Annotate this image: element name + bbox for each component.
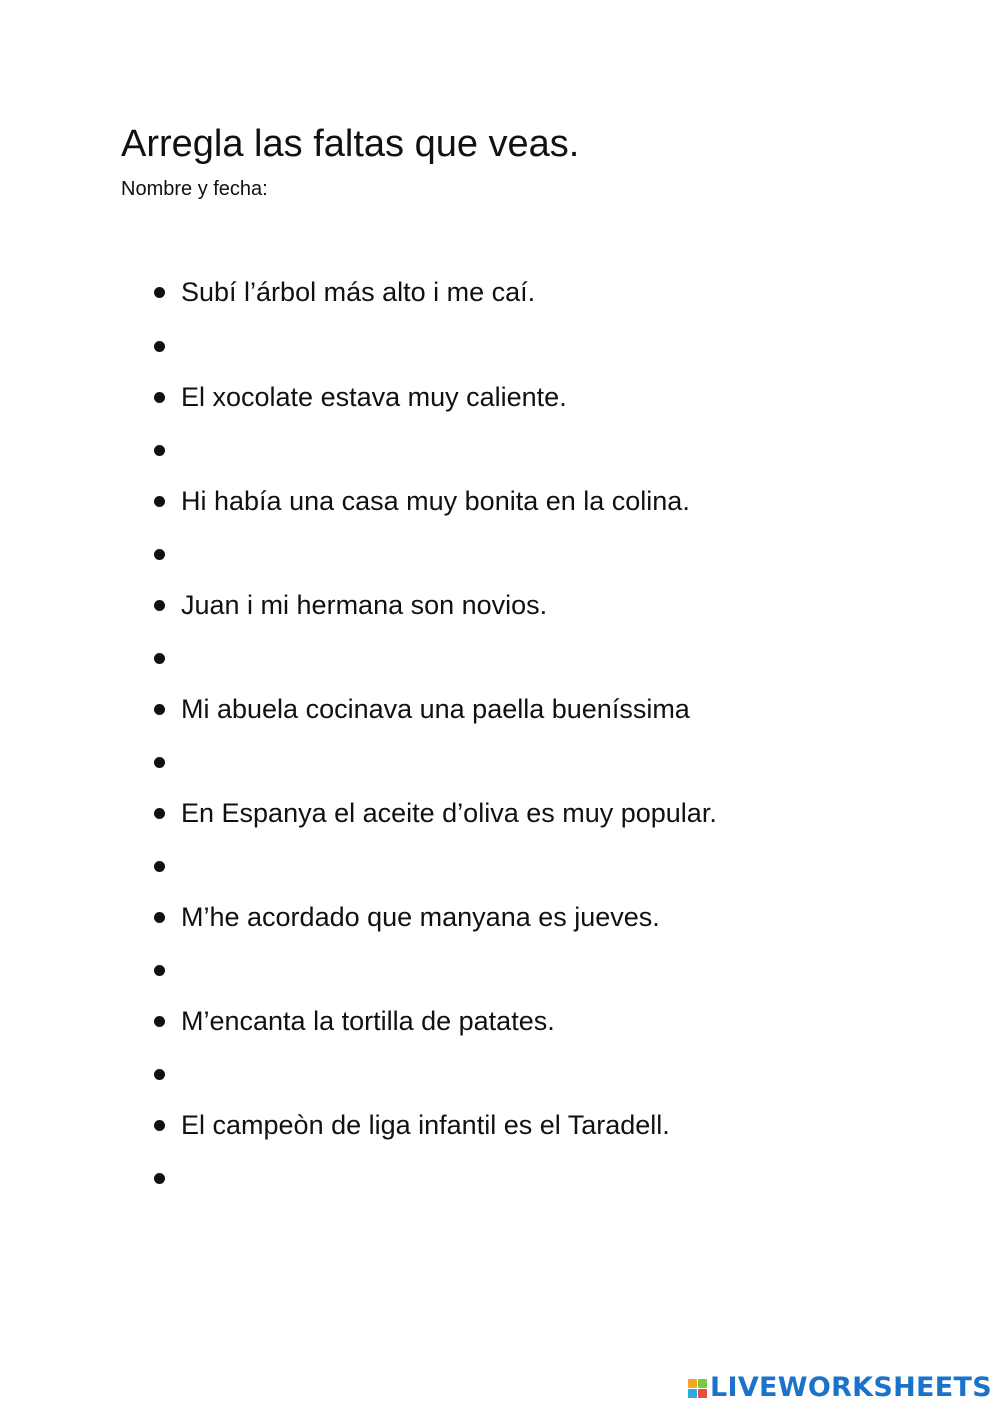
- bullet-icon: [154, 965, 165, 976]
- bullet-icon: [154, 757, 165, 768]
- name-date-label: Nombre y fecha:: [121, 178, 268, 200]
- list-item: [150, 1001, 910, 1041]
- logo-square: [698, 1379, 707, 1388]
- bullet-icon: [154, 912, 165, 923]
- list-item-blank[interactable]: [150, 742, 910, 782]
- bullet-icon: [154, 1173, 165, 1184]
- bullet-icon: [154, 392, 165, 403]
- liveworksheets-logo-icon: [688, 1379, 707, 1398]
- list-item: [150, 481, 910, 521]
- list-item: [150, 793, 910, 833]
- bullet-icon: [154, 808, 165, 819]
- list-item: [150, 585, 910, 625]
- bullet-icon: [154, 496, 165, 507]
- bullet-icon: [154, 1120, 165, 1131]
- list-item-blank[interactable]: [150, 1158, 910, 1198]
- liveworksheets-logo: [688, 1373, 992, 1403]
- sentence-text: M’he acordado que manyana es jueves.: [181, 902, 660, 932]
- list-item-blank[interactable]: [150, 326, 910, 366]
- bullet-icon: [154, 287, 165, 298]
- logo-square: [688, 1389, 697, 1398]
- sentence-text: Juan i mi hermana son novios.: [181, 590, 548, 620]
- list-item-blank[interactable]: [150, 534, 910, 574]
- logo-text: LIVEWORKSHEETS: [709, 1372, 992, 1403]
- list-item: [150, 272, 910, 312]
- list-item: [150, 897, 910, 937]
- bullet-icon: [154, 861, 165, 872]
- sentence-text: Hi había una casa muy bonita en la colina.: [181, 486, 690, 516]
- list-item-blank[interactable]: [150, 950, 910, 990]
- sentence-text: El campeòn de liga infantil es el Taradell.: [181, 1110, 670, 1140]
- bullet-icon: [154, 341, 165, 352]
- list-item: [150, 1105, 910, 1145]
- bullet-icon: [154, 549, 165, 560]
- sentence-text: Subí l’árbol más alto i me caí.: [181, 277, 536, 307]
- bullet-icon: [154, 704, 165, 715]
- sentence-text: M’encanta la tortilla de patates.: [181, 1006, 555, 1036]
- logo-square: [698, 1389, 707, 1398]
- list-item: [150, 377, 910, 417]
- list-item-blank[interactable]: [150, 638, 910, 678]
- bullet-icon: [154, 1069, 165, 1080]
- list-item-blank[interactable]: [150, 846, 910, 886]
- sentence-text: Mi abuela cocinava una paella bueníssima: [181, 694, 690, 724]
- bullet-icon: [154, 600, 165, 611]
- page-title: Arregla las faltas que veas.: [121, 123, 580, 165]
- sentence-text: En Espanya el aceite d’oliva es muy popular.: [181, 798, 717, 828]
- bullet-icon: [154, 445, 165, 456]
- bullet-icon: [154, 1016, 165, 1027]
- sentence-text: El xocolate estava muy caliente.: [181, 382, 567, 412]
- list-item-blank[interactable]: [150, 1054, 910, 1094]
- list-item: [150, 689, 910, 729]
- list-item-blank[interactable]: [150, 430, 910, 470]
- logo-square: [688, 1379, 697, 1388]
- bullet-icon: [154, 653, 165, 664]
